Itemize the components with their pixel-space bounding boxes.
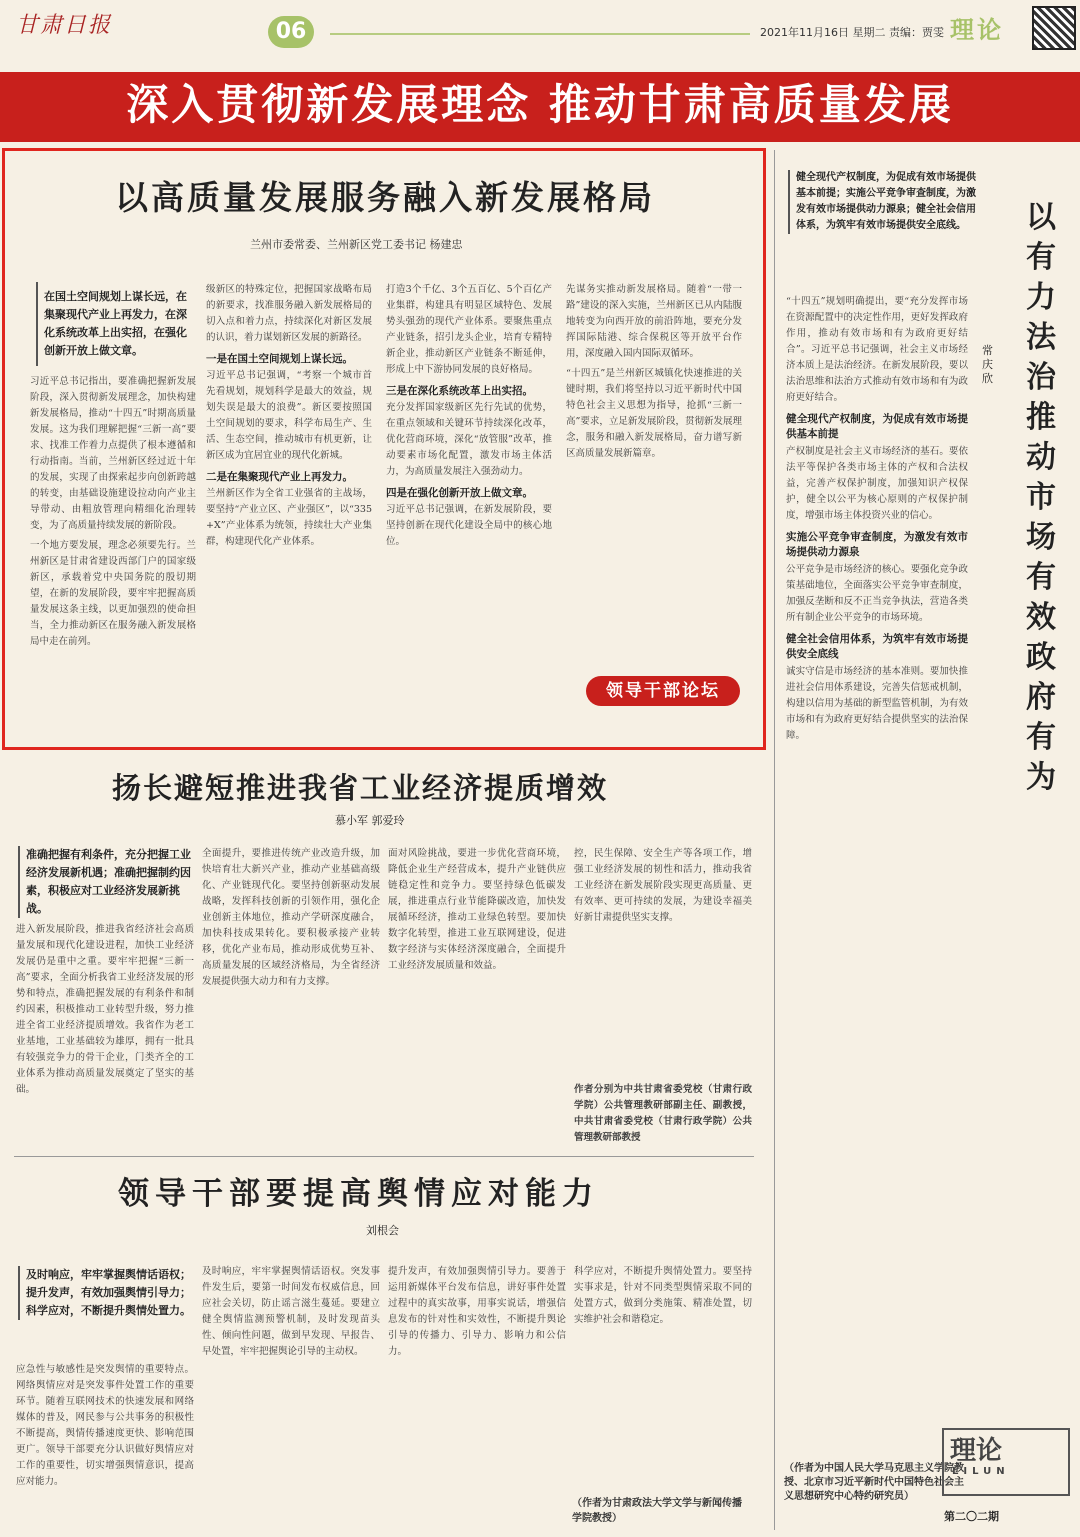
paragraph: “十四五”规划明确提出，要“充分发挥市场在资源配置中的决定性作用，更好发挥政府作用，推动有效市场和有为政府更好结合”。习近平总书记强调，社会主义市场经济本质上是法治经济。在新发展阶段，要以法治思维和法治方式推动有效市场和有为政府更好结合。 bbox=[786, 296, 968, 403]
article2-title: 扬长避短推进我省工业经济提质增效 bbox=[112, 771, 609, 805]
paragraph: 一个地方要发展，理念必须要先行。兰州新区是甘肃省建设西部门户的国家级新区，承载着党中央国务院的殷切期望，在新的发展阶段，要牢牢把握高质量发展这条主线，以更加强烈的使命担当，全力推动新区在服务融入新发展格局中走在前列。 bbox=[30, 540, 196, 647]
paragraph: 习近平总书记指出，要准确把握新发展阶段，深入贯彻新发展理念，加快构建新发展格局，推动“十四五”时期高质量发展。这为我们理解把握“三新一高”要求、找准工作着力点提供了根本遵循和行动指南。当前，兰州新区经过近十年的发展，实现了由探索起步向创新跨越的转变，由基础设施建设拉动向产业主导带动、由粗放管理向精细化治理转变，为了高质量持续发展的新阶段。 bbox=[30, 376, 196, 531]
section-logo-sub: LILUN bbox=[952, 1466, 1010, 1477]
article3-intro: 及时响应，牢牢掌握舆情话语权；提升发声，有效加强舆情引导力；科学应对，不断提升舆情处置力。 bbox=[18, 1266, 198, 1320]
subheading: 二是在集聚现代产业上再发力。 bbox=[206, 471, 353, 483]
subheading: 一是在国土空间规划上谋长远。 bbox=[206, 353, 353, 365]
masthead: 甘肃日报 bbox=[16, 13, 113, 38]
paragraph: 级新区的特殊定位，把握国家战略布局的新要求，找准服务融入新发展格局的切入点和着力点，持续深化对新区发展的认识，着力谋划新区发展的新路径。 bbox=[206, 284, 372, 343]
paragraph: 打造3个千亿、3个五百亿、5个百亿产业集群，构建具有明显区域特色、发展势头强劲的现代产业体系。要聚焦重点产业链条，招引龙头企业，培育专精特新企业，推动新区产业链条不断延伸，形成上中下游协同发展的良好格局。 bbox=[386, 284, 552, 375]
article3-column-1: 应急性与敏感性是突发舆情的重要特点。网络舆情应对是突发事件处置工作的重要环节。随着互联网技术的快速发展和网络媒体的普及，网民参与公共事务的积极性不断提高，舆情传播速度更快、影响范围更广。领导干部要充分认识做好舆情应对工作的重要性，切实增强舆情意识，提高应对能力。 bbox=[16, 1364, 194, 1487]
paragraph: 习近平总书记强调，“考察一个城市首先看规划，规划科学是最大的效益，规划失误是最大的浪费”。新区要按照国土空间规划的要求，科学布局生产、生活、生态空间，推动城市有机更新，让新区成为宜居宜业的现代化新城。 bbox=[206, 370, 372, 461]
divider bbox=[14, 1156, 754, 1157]
paragraph: 兰州新区作为全省工业强省的主战场，要坚持“产业立区、产业强区”，以“335+X”产业体系为统领，持续壮大产业集群，构建现代化产业体系。 bbox=[206, 488, 372, 547]
issue-meta: 2021年11月16日 星期二 责编：贾雯 bbox=[760, 26, 944, 39]
article3-title: 领导干部要提高舆情应对能力 bbox=[118, 1176, 599, 1212]
header-rule bbox=[330, 33, 750, 35]
right-article-author: 常庆欣 bbox=[982, 344, 993, 385]
paragraph: 公平竞争是市场经济的核心。要强化竞争政策基础地位，全面落实公平竞争审查制度，加强反垄断和反不正当竞争执法，营造各类所有制企业公平竞争的市场环境。 bbox=[786, 564, 968, 623]
forum-badge: 领导干部论坛 bbox=[586, 676, 740, 706]
article3-byline: 刘根会 bbox=[366, 1224, 399, 1237]
qr-code-icon bbox=[1032, 6, 1076, 50]
paragraph: 充分发挥国家级新区先行先试的优势，在重点领域和关键环节持续深化改革，优化营商环境，深化“放管服”改革，推动要素市场化配置，激发市场主体活力，为高质量发展注入强劲动力。 bbox=[386, 402, 552, 477]
issue-number: 第二〇二期 bbox=[944, 1510, 999, 1523]
right-article-title: 以有力法治推动市场有效政府有为 bbox=[1026, 200, 1056, 795]
subheading: 实施公平竞争审查制度，为激发有效市场提供动力源泉 bbox=[786, 531, 968, 558]
article3-column-4: 科学应对，不断提升舆情处置力。要坚持实事求是，针对不同类型舆情采取不同的处置方式，做到分类施策、精准处置，切实维护社会和谐稳定。 bbox=[574, 1266, 752, 1325]
article2-byline: 慕小军 郭爱玲 bbox=[335, 814, 405, 827]
paragraph: 诚实守信是市场经济的基本准则。要加快推进社会信用体系建设，完善失信惩戒机制，构建以信用为基础的新型监管机制，为有效市场和有为政府更好结合提供坚实的法治保障。 bbox=[786, 666, 968, 741]
article1-column-2 bbox=[206, 282, 372, 732]
article1-byline: 兰州市委常委、兰州新区党工委书记 杨建忠 bbox=[250, 238, 463, 251]
right-article-credit: （作者为中国人民大学马克思主义学院教授、北京市习近平新时代中国特色社会主义思想研究中心特约研究员） bbox=[784, 1463, 964, 1502]
column-divider bbox=[774, 150, 775, 1530]
paragraph: 产权制度是社会主义市场经济的基石。要依法平等保护各类市场主体的产权和合法权益，完善产权保护制度，加强知识产权保护，健全以公平为核心原则的产权保护制度，增强市场主体投资兴业的信心。 bbox=[786, 446, 968, 521]
subheading: 四是在强化创新开放上做文章。 bbox=[386, 487, 533, 499]
article2-column-4: 控，民生保障、安全生产等各项工作，增强工业经济发展的韧性和活力，推动我省工业经济在新发展阶段实现更高质量、更有效率、更可持续的发展，为建设幸福美好新甘肃提供坚实支撑。 bbox=[574, 848, 752, 923]
right-article-body bbox=[786, 294, 968, 1414]
article2-credit: 作者分别为中共甘肃省委党校（甘肃行政学院）公共管理教研部副主任、副教授，中共甘肃省委党校（甘肃行政学院）公共管理教研部教授 bbox=[574, 1084, 752, 1143]
section-tag: 理论 bbox=[950, 16, 1004, 44]
article2-column-2: 全面提升，要推进传统产业改造升级，加快培育壮大新兴产业，推动产业基础高级化、产业链现代化。要坚持创新驱动发展战略，发挥科技创新的引领作用，强化企业创新主体地位，推动产学研深度融合，加快科技成果转化。要积极承接产业转移，优化产业布局，推动形成优势互补、高质量发展的区域经济格局，为全省经济发展提供强大动力和有力支撑。 bbox=[202, 848, 380, 987]
paragraph: “十四五”是兰州新区城镇化快速推进的关键时期，我们将坚持以习近平新时代中国特色社会主义思想为指导，抢抓“三新一高”要求，立足新发展阶段，贯彻新发展理念，服务和融入新发展格局，奋力谱写新区高质量发展新篇章。 bbox=[566, 368, 742, 459]
article3-column-3: 提升发声，有效加强舆情引导力。要善于运用新媒体平台发布信息，讲好事件处置过程中的真实故事，用事实说话，增强信息发布的针对性和实效性，不断提升舆论引导的传播力、引导力、影响力和公信力。 bbox=[388, 1266, 566, 1357]
article1-column-4 bbox=[566, 282, 742, 662]
article1-intro: 在国土空间规划上谋长远，在集聚现代产业上再发力，在深化系统改革上出实招，在强化创新开放上做文章。 bbox=[36, 282, 202, 366]
right-article-intro: 健全现代产权制度，为促成有效市场提供基本前提；实施公平竞争审查制度，为激发有效市场提供动力源泉；健全社会信用体系，为筑牢有效市场提供安全底线。 bbox=[788, 170, 978, 234]
article3-column-2: 及时响应，牢牢掌握舆情话语权。突发事件发生后，要第一时间发布权威信息，回应社会关切，防止谣言滋生蔓延。要建立健全舆情监测预警机制，及时发现苗头性、倾向性问题，做到早发现、早报告、早处置，牢牢把握舆论引导的主动权。 bbox=[202, 1266, 380, 1357]
banner-headline: 深入贯彻新发展理念 推动甘肃高质量发展 bbox=[126, 80, 954, 129]
article2-column-1: 进入新发展阶段，推进我省经济社会高质量发展和现代化建设进程，加快工业经济发展仍是重中之重。要牢牢把握“三新一高”要求，全面分析我省工业经济发展的形势和特点，准确把握发展的有利条件和制约因素，积极推动工业转型升级，努力推进全省工业经济提质增效。我省作为老工业基地，工业基础较为雄厚，拥有一批具有较强竞争力的骨干企业，门类齐全的工业体系为推动高质量发展奠定了坚实的基础。 bbox=[16, 924, 194, 1095]
article1-column-3 bbox=[386, 282, 552, 732]
article1-title: 以高质量发展服务融入新发展格局 bbox=[115, 178, 655, 217]
subheading: 健全现代产权制度，为促成有效市场提供基本前提 bbox=[786, 413, 968, 440]
article2-column-3: 面对风险挑战，要进一步优化营商环境，降低企业生产经营成本，提升产业链供应链稳定性和竞争力。要坚持绿色低碳发展，推进重点行业节能降碳改造，加快发展循环经济，推动工业绿色转型。要加快数字化转型，推进工业互联网建设，促进数字经济与实体经济深度融合，全面提升工业经济发展质量和效益。 bbox=[388, 848, 566, 971]
paragraph: 习近平总书记强调，在新发展阶段，要坚持创新在现代化建设全局中的核心地位。 bbox=[386, 504, 552, 547]
page-number-badge: 06 bbox=[268, 16, 314, 48]
article3-credit: （作者为甘肃政法大学文学与新闻传播学院教授） bbox=[572, 1498, 742, 1524]
article2-intro: 准确把握有利条件，充分把握工业经济发展新机遇；准确把握制约因素，积极应对工业经济发展新挑战。 bbox=[18, 846, 198, 918]
article1-column-1 bbox=[30, 374, 196, 730]
subheading: 三是在深化系统改革上出实招。 bbox=[386, 385, 533, 397]
paragraph: 先谋务实推动新发展格局。随着“一带一路”建设的深入实施，兰州新区已从内陆腹地转变为向西开放的前沿阵地，要充分发挥国际陆港、综合保税区等开放平台作用，深度融入国内国际双循环。 bbox=[566, 284, 742, 359]
section-logo: 理论 bbox=[950, 1436, 1003, 1466]
subheading: 健全社会信用体系，为筑牢有效市场提供安全底线 bbox=[786, 633, 968, 660]
